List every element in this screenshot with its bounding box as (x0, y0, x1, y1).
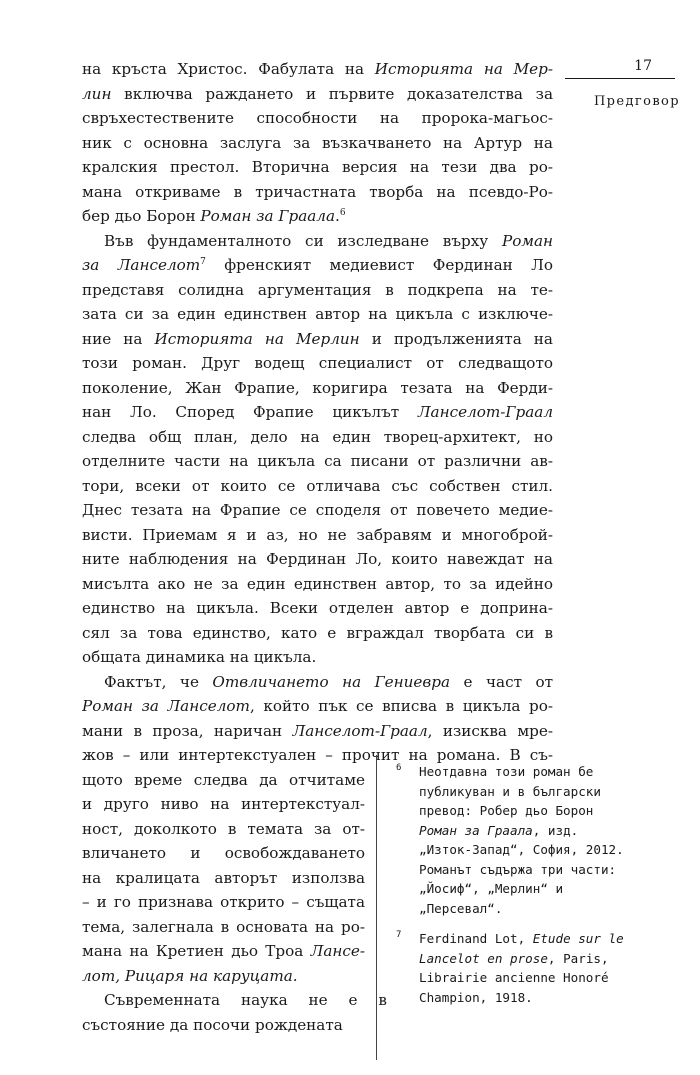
footnote-ref: 7 (200, 257, 206, 267)
text-line: на кралицата авторът използва (82, 868, 365, 887)
text-line: лот, Рицаря на каруцата. (82, 966, 298, 985)
text-line: щото време следва да отчитаме (82, 770, 365, 789)
paragraph (82, 57, 553, 229)
footnote-number: 6 (396, 763, 402, 773)
text-line: нан Ло. Според Фрапие цикълът Ланселот-Граал (82, 403, 553, 421)
text-line: сял за това единство, като е вграждал творбата си в (82, 623, 553, 642)
running-head: Предговор (593, 94, 680, 109)
text-line: жов – или интертекстуален – прочит на романа. В съ- (82, 746, 553, 764)
text-line: единство на цикъла. Всеки отделен автор е доприна- (82, 599, 553, 617)
footnotes (390, 762, 630, 1018)
text-line: вличането и освобождаването (82, 844, 365, 862)
footnote-number: 7 (396, 930, 402, 940)
text-line: Днес тезата на Фрапие се споделя от повечето медие- (82, 501, 553, 519)
text-line: ност, доколкото в темата за от- (82, 819, 365, 838)
text-line: и друго ниво на интертекстуал- (82, 795, 365, 813)
text-line: представя солидна аргументация в подкрепа на те- (82, 280, 553, 299)
text-line: тори, всеки от които се отличава със собствен стил. (82, 476, 553, 495)
text-line: Роман за Ланселот, който пък се вписва в цикъла ро- (82, 697, 553, 715)
footnote (390, 762, 630, 918)
text-line: ните наблюдения на Фердинан Ло, които навеждат на (82, 550, 553, 568)
text-line: мана на Кретиен дьо Троа Лансе- (82, 942, 365, 960)
text-line: на кръста Христос. Фабулата на Историята на Мер- (82, 60, 553, 78)
text-line: Фактът, че Отвличането на Гениевра е част от (104, 672, 553, 691)
text-line: – и го признава открито – същата (82, 893, 365, 911)
text-line: тема, залегнала в основата на ро- (82, 917, 365, 936)
text-line: Съвременната наука не е в (104, 991, 387, 1009)
text-line: мисълта ако не за един единствен автор, то за идейно (82, 574, 553, 593)
footnote-ref: 6 (339, 208, 346, 218)
paragraph (82, 229, 553, 670)
text-line: висти. Приемам я и аз, но не забравям и многоброй- (82, 525, 553, 544)
text-line: бер дьо Борон Роман за Граала.$^6$ (82, 207, 346, 225)
footnote-separator (376, 755, 377, 1060)
text-line: общата динамика на цикъла. (82, 648, 317, 666)
footnote-text: Ferdinand Lot, Etude sur le Lancelot en prose, Paris, Librairie ancienne Honoré Champion, 1918. (419, 931, 624, 1005)
text-line: мани в проза, наричан Ланселот-Граал, изисква мре- (82, 721, 553, 740)
text-line: свръхестествените способности на пророка-магьос- (82, 109, 553, 127)
text-line: този роман. Друг водещ специалист от следващото (82, 354, 553, 372)
text-line: отделните части на цикъла са писани от различни ав- (82, 452, 553, 470)
text-line: мана откриваме в тричастната творба на псевдо-Ро- (82, 182, 553, 201)
page-number: 17 (634, 58, 652, 74)
text-line: Във фундаменталното си изследване върху Роман (104, 231, 553, 250)
text-line: поколение, Жан Фрапие, коригира тезата на Ферди- (82, 378, 553, 397)
text-line: кралския престол. Вторична версия на тези два ро- (82, 158, 553, 176)
text-line: следва общ план, дело на един творец-архитект, но (82, 427, 553, 446)
header-rule (565, 78, 675, 79)
text-line: ник с основна заслуга за възкачването на Артур на (82, 133, 553, 152)
text-line: ние на Историята на Мерлин и продълженията на (82, 329, 553, 348)
text-line: лин включва раждането и първите доказателства за (82, 84, 553, 103)
footnote-text: Неотдавна този роман бе публикуван и в български превод: Робер дьо Борон Роман за Граала, изд. „Изток-Запад“, София, 2012. Романът съдържа три части: „Йосиф“, „Мерлин“ и „Персевал“. (419, 764, 624, 916)
text-line: за Ланселот$^7$ френският медиевист Фердинан Ло (82, 256, 553, 274)
text-line: състояние да посочи рождената (82, 1015, 343, 1034)
text-line: зата си за един единствен автор на цикъла с изключе- (82, 305, 553, 323)
footnote (390, 929, 630, 1007)
